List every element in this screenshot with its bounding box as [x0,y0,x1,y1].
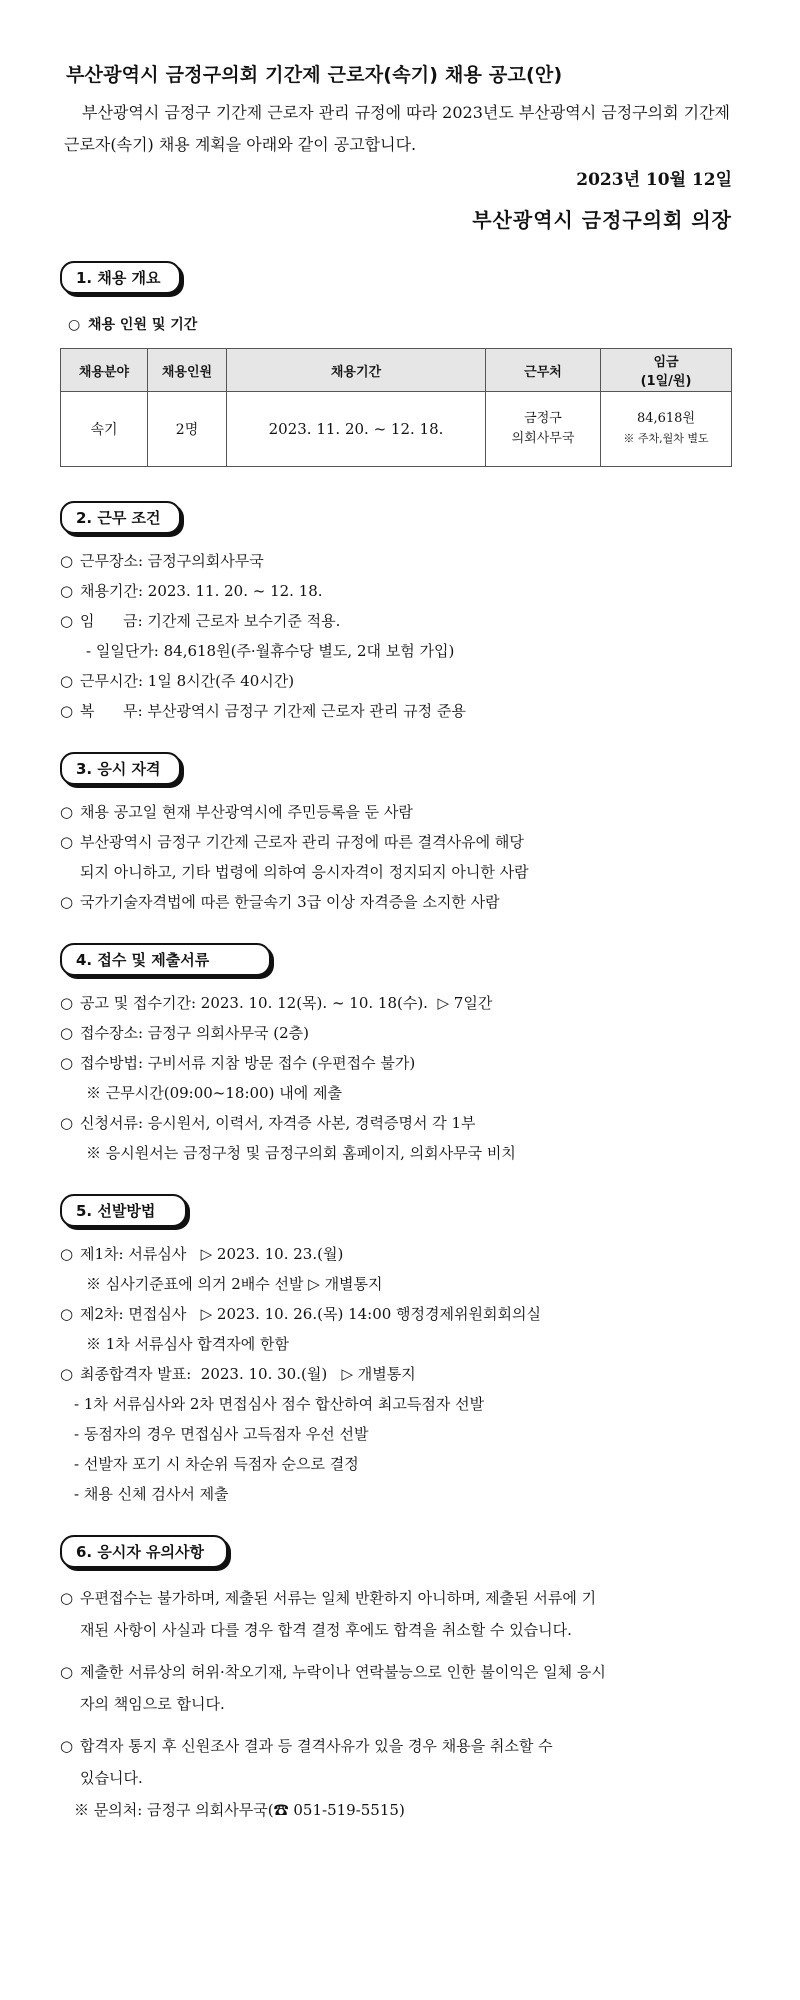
list-item-note: ※ 심사기준표에 의거 2배수 선발 ▷ 개별통지 [86,1275,383,1293]
list-item: ○ 제1차: 서류심사 ▷ 2023. 10. 23.(월) [60,1245,344,1263]
section-3-heading: 3. 응시 자격 [60,752,181,785]
table-header: 채용분야 [61,349,148,392]
list-item: ○ 근무시간: 1일 8시간(주 40시간) [60,672,295,690]
list-item-note: ※ 1차 서류심사 합격자에 한함 [86,1335,290,1353]
list-item: ○ 제출한 서류상의 허위·착오기재, 누락이나 연락불능으로 인한 불이익은 일체 응시 [60,1663,606,1681]
list-item: ○ 근무장소: 금정구의회사무국 [60,552,264,570]
table-cell-place: 금정구 의회사무국 [486,392,601,467]
list-item: ○ 접수방법: 구비서류 지참 방문 접수 (우편접수 불가) [60,1054,416,1072]
announcement-date: 2023년 10월 12일 [576,170,732,190]
list-item: ○ 최종합격자 발표: 2023. 10. 30.(월) ▷ 개별통지 [60,1365,416,1383]
section-4 [60,943,740,1168]
table-cell: 2명 [148,392,227,467]
list-item-note: ※ 근무시간(09:00~18:00) 내에 제출 [86,1084,342,1102]
list-item-note: ※ 응시원서는 금정구청 및 금정구의회 홈페이지, 의회사무국 비치 [86,1144,516,1162]
list-item: ○ 부산광역시 금정구 기간제 근로자 관리 규정에 따른 결격사유에 해당 [60,833,524,851]
section-6 [60,1535,740,1826]
section-3 [60,752,740,917]
section-2-heading: 2. 근무 조건 [60,501,181,534]
table-cell: 2023. 11. 20. ~ 12. 18. [227,392,486,467]
intro-paragraph: 부산광역시 금정구 기간제 근로자 관리 규정에 따라 2023년도 부산광역시 금정구의회 기간제근로자(속기) 채용 계획을 아래와 같이 공고합니다. [64,103,730,154]
list-item: ○ 공고 및 접수기간: 2023. 10. 12(목). ~ 10. 18(수). ▷ 7일간 [60,994,493,1012]
contact-info: ※ 문의처: 금정구 의회사무국(☎ 051-519-5515) [74,1801,405,1819]
list-item: ○ 채용기간: 2023. 11. 20. ~ 12. 18. [60,582,323,600]
section-2 [60,501,740,726]
list-item-continued: 있습니다. [80,1769,143,1787]
list-item: ○ 국가기술자격법에 따른 한글속기 3급 이상 자격증을 소지한 사람 [60,893,500,911]
list-item: ○ 제2차: 면접심사 ▷ 2023. 10. 26.(목) 14:00 행정경제위원회회의실 [60,1305,541,1323]
page-title: 부산광역시 금정구의회 기간제 근로자(속기) 채용 공고(안) [66,64,563,86]
list-item: ○ 임 금: 기간제 근로자 보수기준 적용. [60,612,341,630]
list-item: ○ 복 무: 부산광역시 금정구 기간제 근로자 관리 규정 준용 [60,702,466,720]
section-1 [60,261,740,467]
table-cell-wage: 84,618원 ※ 주차,월차 별도 [601,392,732,467]
list-item: ○ 신청서류: 응시원서, 이력서, 자격증 사본, 경력증명서 각 1부 [60,1114,476,1132]
section-6-heading: 6. 응시자 유의사항 [60,1535,228,1568]
list-item: ○ 합격자 통지 후 신원조사 결과 등 결격사유가 있을 경우 채용을 취소할 수 [60,1737,553,1755]
table-cell: 속기 [61,392,148,467]
recruitment-table [60,348,732,467]
table-header-wage: 임금 (1일/원) [601,349,732,392]
list-item: ○ 우편접수는 불가하며, 제출된 서류는 일체 반환하지 아니하며, 제출된 서류에 기 [60,1589,597,1607]
list-item-sub: - 1차 서류심사와 2차 면접심사 점수 합산하여 최고득점자 선발 [74,1395,485,1413]
list-item-continued: 자의 책임으로 합니다. [80,1695,225,1713]
list-item-sub: - 동점자의 경우 면접심사 고득점자 우선 선발 [74,1425,369,1443]
section-5 [60,1194,740,1509]
list-item-sub: - 일일단가: 84,618원(주·월휴수당 별도, 2대 보험 가입) [86,642,455,660]
section-1-heading: 1. 채용 개요 [60,261,181,294]
document [60,60,740,1826]
section-5-heading: 5. 선발방법 [60,1194,187,1227]
list-item: ○ 채용 공고일 현재 부산광역시에 주민등록을 둔 사람 [60,803,413,821]
signature: 부산광역시 금정구의회 의장 [472,208,732,232]
table-header: 근무처 [486,349,601,392]
list-item-continued: 재된 사항이 사실과 다를 경우 합격 결정 후에도 합격을 취소할 수 있습니다. [80,1621,572,1639]
table-header: 채용기간 [227,349,486,392]
table-row [61,392,732,467]
section-4-heading: 4. 접수 및 제출서류 [60,943,271,976]
list-item-continued: 되지 아니하고, 기타 법령에 의하여 응시자격이 정지되지 아니한 사람 [80,863,529,881]
table-header: 채용인원 [148,349,227,392]
table-header-row [61,349,732,392]
list-item: ○ 접수장소: 금정구 의회사무국 (2층) [60,1024,309,1042]
circle-bullet: ○ [68,317,81,333]
list-item-sub: - 선발자 포기 시 차순위 득점자 순으로 결정 [74,1455,359,1473]
section-1-subtitle: ○ 채용 인원 및 기간 [60,310,740,340]
list-item-sub: - 채용 신체 검사서 제출 [74,1485,229,1503]
